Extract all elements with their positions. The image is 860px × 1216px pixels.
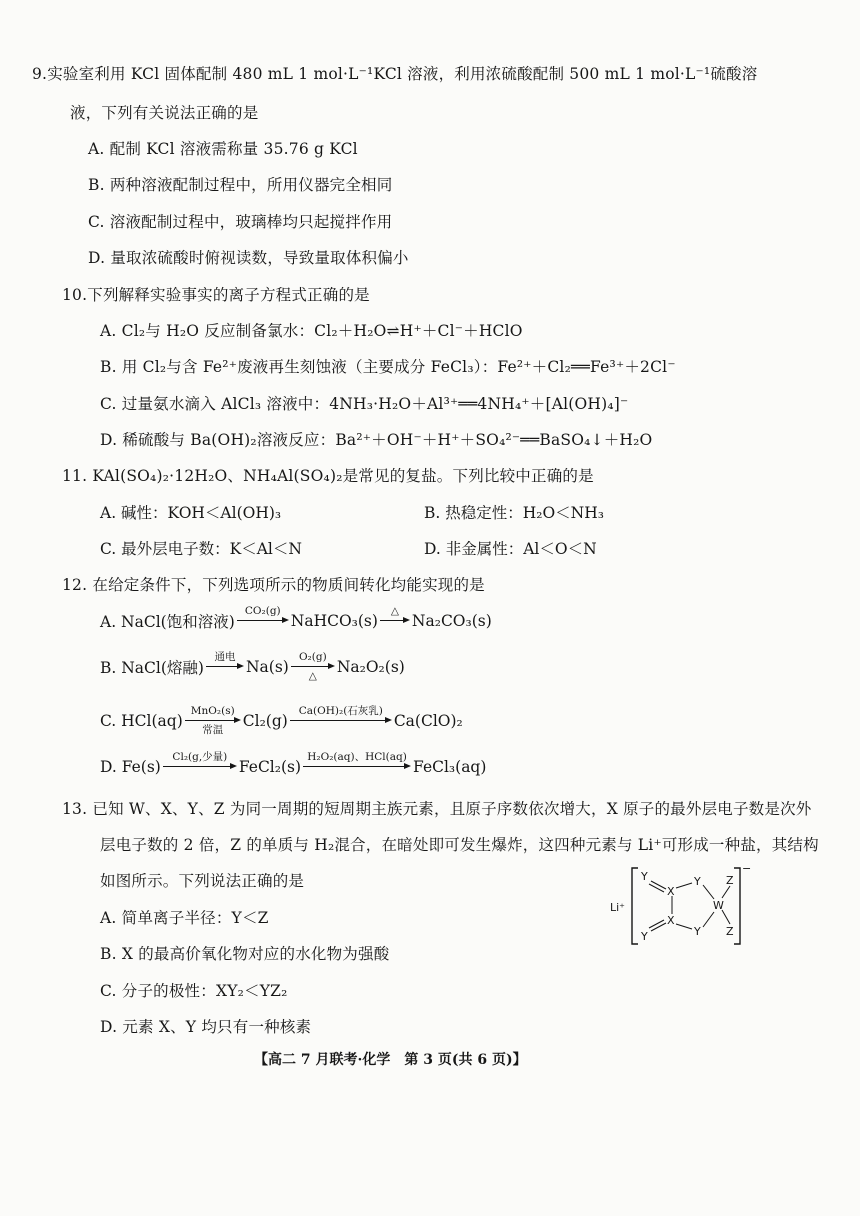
- bond: [703, 912, 714, 927]
- reaction-arrow: [380, 606, 410, 636]
- q12-option-b: [100, 652, 405, 682]
- q13-stem-line3: 如图所示。下列说法正确的是: [100, 872, 305, 890]
- bond: [651, 923, 666, 931]
- q9-option-b: B. 两种溶液配制过程中，所用仪器完全相同: [88, 176, 393, 194]
- reaction-arrow: [303, 752, 411, 782]
- reaction-arrow: [290, 706, 392, 736]
- atom-y-ring-bottom: Y: [694, 925, 701, 938]
- arrow-condition-bottom: 常温: [202, 724, 224, 736]
- reaction-arrow: [163, 752, 237, 782]
- arrow-shaft: [303, 763, 411, 771]
- atom-z-bottom: Z: [726, 925, 734, 938]
- rxn-end: FeCl₃(aq): [413, 758, 487, 776]
- q11-option-b: B. 热稳定性：H₂O＜NH₃: [424, 504, 604, 522]
- q9-option-c: C. 溶液配制过程中，玻璃棒均只起搅拌作用: [88, 213, 393, 231]
- q10-option-d: D. 稀硫酸与 Ba(OH)₂溶液反应：Ba²⁺＋OH⁻＋H⁺＋SO₄²⁻══BaSO₄↓＋H₂O: [100, 431, 653, 449]
- atom-y-top: Y: [641, 870, 648, 883]
- arrow-shaft: [185, 717, 241, 725]
- arrow-shaft: [206, 663, 244, 671]
- atom-x-top: X: [667, 885, 675, 898]
- rxn-start: C. HCl(aq): [100, 712, 183, 730]
- q11-option-c: C. 最外层电子数：K＜Al＜N: [100, 540, 302, 558]
- q10-option-c: C. 过量氨水滴入 AlCl₃ 溶液中：4NH₃·H₂O＋Al³⁺══4NH₄⁺＋[Al(OH)₄]⁻: [100, 395, 629, 413]
- rxn-mid: FeCl₂(s): [238, 758, 302, 776]
- rxn-mid: Cl₂(g): [242, 712, 288, 730]
- arrow-condition-top: 通电: [214, 651, 236, 663]
- q9-stem-line2: 液，下列有关说法正确的是: [70, 104, 259, 122]
- anion-charge: −: [742, 862, 752, 875]
- bond: [676, 924, 692, 929]
- arrow-condition-top: O₂(g): [298, 651, 327, 663]
- q12-option-a: [100, 606, 492, 636]
- q12-option-d: [100, 752, 486, 782]
- q13-option-a: A. 简单离子半径：Y＜Z: [100, 909, 269, 927]
- q13-option-d: D. 元素 X、Y 均只有一种核素: [100, 1018, 312, 1036]
- bond: [649, 920, 664, 928]
- q9-option-d: D. 量取浓硫酸时俯视读数，导致量取体积偏小: [88, 249, 409, 267]
- rxn-start: A. NaCl(饱和溶液): [100, 613, 235, 631]
- rxn-mid: NaHCO₃(s): [290, 612, 378, 630]
- bond: [703, 885, 714, 899]
- salt-structure-diagram: [610, 858, 760, 950]
- arrow-shaft: [291, 663, 335, 671]
- li-cation: Li⁺: [610, 901, 625, 914]
- page-footer: 【高二 7 月联考·化学 第 3 页(共 6 页)】: [254, 1052, 527, 1068]
- arrow-condition-top: MnO₂(s): [190, 705, 235, 717]
- arrow-condition-top: Cl₂(g,少量): [172, 751, 228, 763]
- q13-option-c: C. 分子的极性：XY₂＜YZ₂: [100, 982, 288, 1000]
- rxn-end: Na₂CO₃(s): [411, 612, 492, 630]
- left-bracket: [632, 868, 638, 944]
- rxn-start: B. NaCl(熔融): [100, 659, 204, 677]
- arrow-shaft: [290, 717, 392, 725]
- rxn-mid: Na(s): [245, 658, 289, 676]
- atom-y-ring-top: Y: [694, 875, 701, 888]
- reaction-arrow: [237, 606, 289, 636]
- rxn-end: Ca(ClO)₂: [393, 712, 463, 730]
- q10-option-a: A. Cl₂与 H₂O 反应制备氯水：Cl₂＋H₂O⇌H⁺＋Cl⁻＋HClO: [100, 322, 523, 340]
- rxn-start: D. Fe(s): [100, 758, 161, 776]
- reaction-arrow: [185, 706, 241, 736]
- atom-x-bottom: X: [667, 914, 675, 927]
- arrow-condition-top: H₂O₂(aq)、HCl(aq): [307, 751, 407, 763]
- right-bracket: [734, 868, 740, 944]
- arrow-condition-top: △: [390, 605, 399, 617]
- arrow-shaft: [163, 763, 237, 771]
- arrow-condition-bottom: △: [308, 670, 317, 682]
- atom-z-top: Z: [726, 874, 734, 887]
- q13-stem-line2: 层电子数的 2 倍，Z 的单质与 H₂混合，在暗处即可发生爆炸，这四种元素与 Li⁺可形成一种盐，其结构: [100, 836, 819, 854]
- bond: [676, 883, 692, 888]
- reaction-arrow: [291, 652, 335, 682]
- arrow-condition-top: Ca(OH)₂(石灰乳): [298, 705, 383, 717]
- q13-stem-line1: 13. 已知 W、X、Y、Z 为同一周期的短周期主族元素，且原子序数依次增大，X 原子的最外层电子数是次外: [62, 800, 812, 818]
- bond: [722, 910, 730, 924]
- bond: [651, 881, 666, 889]
- atom-y-bottom: Y: [641, 930, 648, 943]
- arrow-condition-top: CO₂(g): [244, 605, 281, 617]
- q12-stem: 12. 在给定条件下，下列选项所示的物质间转化均能实现的是: [62, 576, 485, 594]
- q11-option-a: A. 碱性：KOH＜Al(OH)₃: [100, 504, 282, 522]
- q10-option-b: B. 用 Cl₂与含 Fe²⁺废液再生刻蚀液（主要成分 FeCl₃）：Fe²⁺＋Cl₂══Fe³⁺＋2Cl⁻: [100, 358, 676, 376]
- arrow-shaft: [380, 617, 410, 625]
- q11-stem: 11. KAl(SO₄)₂·12H₂O、NH₄Al(SO₄)₂是常见的复盐。下列比较中正确的是: [62, 467, 594, 485]
- q9-stem-line1: 9.实验室利用 KCl 固体配制 480 mL 1 mol·L⁻¹KCl 溶液，利用浓硫酸配制 500 mL 1 mol·L⁻¹硫酸溶: [32, 65, 758, 83]
- q11-option-d: D. 非金属性：Al＜O＜N: [424, 540, 597, 558]
- q10-stem: 10.下列解释实验事实的离子方程式正确的是: [62, 286, 370, 304]
- q9-option-a: A. 配制 KCl 溶液需称量 35.76 g KCl: [88, 140, 358, 158]
- reaction-arrow: [206, 652, 244, 682]
- q12-option-c: [100, 706, 463, 736]
- bond: [722, 886, 730, 898]
- atom-w: W: [713, 899, 724, 912]
- bond: [649, 884, 664, 892]
- q13-option-b: B. X 的最高价氧化物对应的水化物为强酸: [100, 945, 390, 963]
- arrow-shaft: [237, 617, 289, 625]
- rxn-end: Na₂O₂(s): [336, 658, 405, 676]
